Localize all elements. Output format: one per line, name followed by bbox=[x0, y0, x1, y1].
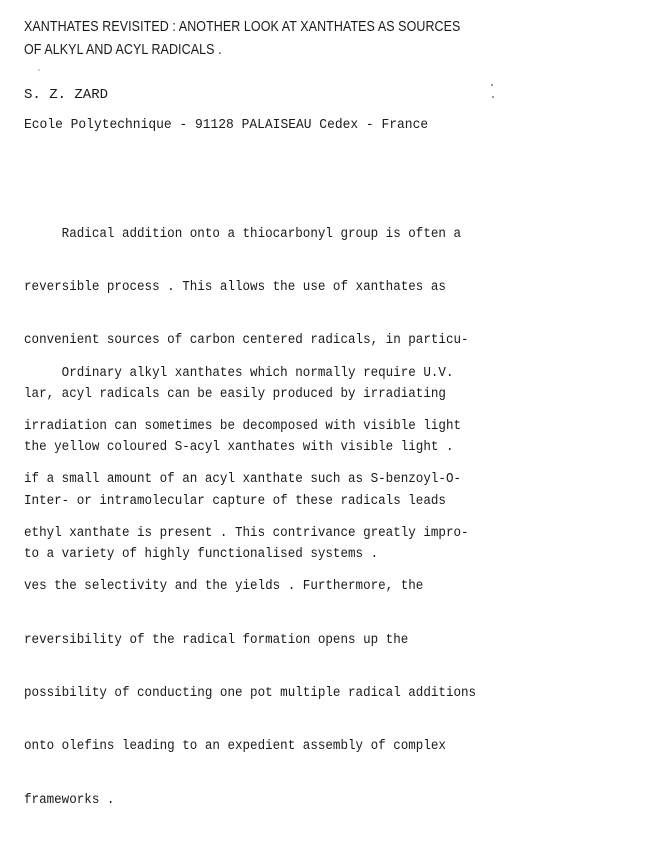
paragraph-line: reversible process . This allows the use of xanthates as bbox=[24, 278, 446, 295]
abstract-paragraph-2 bbox=[24, 329, 476, 845]
paragraph-line: the yellow coloured S-acyl xanthates with visible light . bbox=[24, 439, 454, 456]
paragraph-line: convenient sources of carbon centered radicals, in particu- bbox=[24, 332, 469, 349]
scan-speck bbox=[491, 84, 493, 86]
paragraph-line: Ordinary alkyl xanthates which normally require U.V. bbox=[24, 364, 454, 381]
paragraph-line: lar, acyl radicals can be easily produced by irradiating bbox=[24, 385, 446, 402]
title-line: XANTHATES REVISITED : ANOTHER LOOK AT XANTHATES AS SOURCES bbox=[24, 19, 461, 35]
author-name: S. Z. ZARD bbox=[24, 87, 109, 103]
paragraph-line: if a small amount of an acyl xanthate such as S-benzoyl-O- bbox=[24, 471, 462, 488]
scan-speck bbox=[492, 96, 494, 98]
paragraph-line: ethyl xanthate is present . This contrivance greatly impro- bbox=[24, 524, 469, 541]
paragraph-line: possibility of conducting one pot multiple radical additions bbox=[24, 684, 477, 701]
paragraph-line: onto olefins leading to an expedient assembly of complex bbox=[24, 738, 446, 755]
author-affiliation: Ecole Polytechnique - 91128 PALAISEAU Cedex - France bbox=[24, 117, 429, 133]
paragraph-line: Inter- or intramolecular capture of these radicals leads bbox=[24, 492, 446, 509]
paragraph-line: frameworks . bbox=[24, 791, 115, 808]
scan-speck bbox=[38, 69, 40, 71]
title-line: OF ALKYL AND ACYL RADICALS . bbox=[24, 42, 222, 58]
paragraph-line: irradiation can sometimes be decomposed with visible light bbox=[24, 417, 462, 434]
paragraph-line: to a variety of highly functionalised systems . bbox=[24, 545, 379, 562]
paper-title bbox=[24, 16, 540, 62]
paragraph-line: ves the selectivity and the yields . Furthermore, the bbox=[24, 578, 424, 595]
paragraph-line: reversibility of the radical formation opens up the bbox=[24, 631, 409, 648]
paragraph-line: Radical addition onto a thiocarbonyl group is often a bbox=[24, 225, 462, 242]
